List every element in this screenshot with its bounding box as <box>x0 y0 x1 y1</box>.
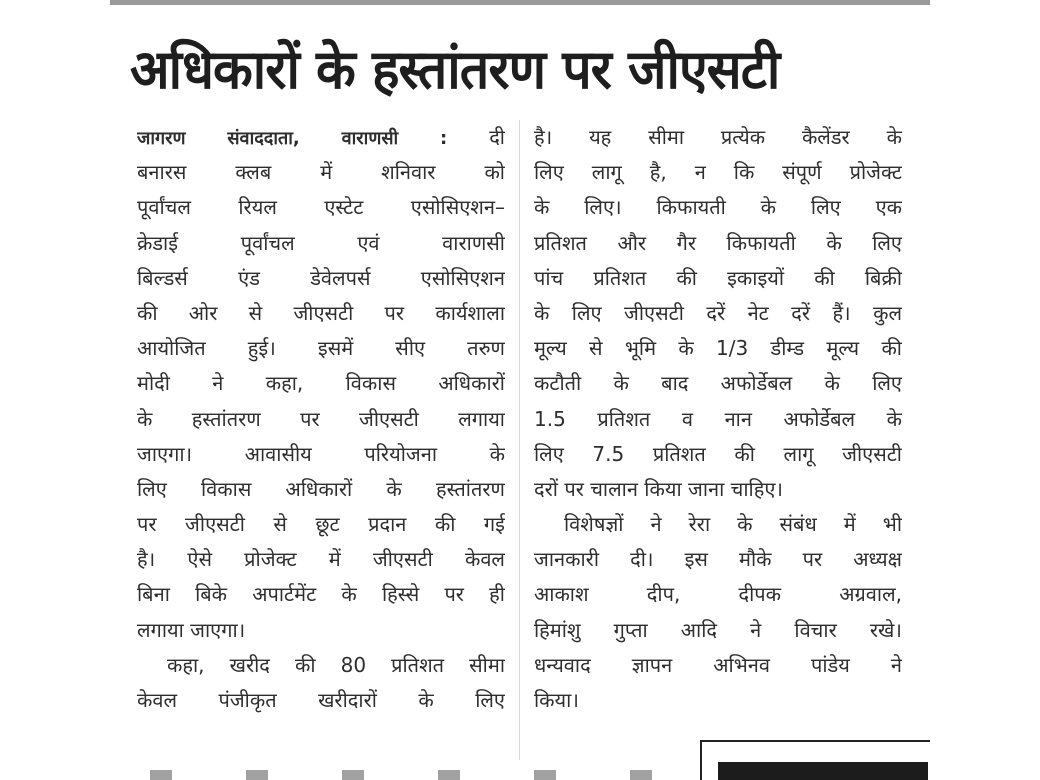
article-text-line: कटौती के बाद अफोर्डेबल के लिए <box>534 371 902 396</box>
article-text-line: पूर्वांचल रियल एस्टेट एसोसिएशन– <box>137 195 505 220</box>
article-text-line: की ओर से जीएसटी पर कार्यशाला <box>137 300 505 325</box>
article-headline: अधिकारों के हस्तांतरण पर जीएसटी <box>130 38 780 101</box>
cropped-next-line <box>150 770 710 780</box>
article-text-line: जानकारी दी। इस मौके पर अध्यक्ष <box>534 547 902 572</box>
article-text-line: है। ऐसे प्रोजेक्ट में जीएसटी केवल <box>137 547 505 572</box>
article-text-line: मूल्य से भूमि के 1/3 डीम्ड मूल्य की <box>534 336 902 361</box>
article-text-line: है। यह सीमा प्रत्येक कैलेंडर के <box>534 125 902 149</box>
article-text-fragment: दी <box>489 125 505 149</box>
article-text-line: आकाश दीप, दीपक अग्रवाल, <box>534 582 902 607</box>
article-column-left <box>137 120 505 718</box>
article-text-line: मोदी ने कहा, विकास अधिकारों <box>137 371 505 396</box>
article-text-line: के लिए। किफायती के लिए एक <box>534 195 902 220</box>
article-text-line: बनारस क्लब में शनिवार को <box>137 160 505 185</box>
article-text-line: कहा, खरीद की 80 प्रतिशत सीमा <box>167 652 505 677</box>
top-border-strip <box>110 0 930 5</box>
article-text-line: विशेषज्ञों ने रेरा के संबंध में भी <box>564 512 902 537</box>
article-text-line: के लिए जीएसटी दरें नेट दरें हैं। कुल <box>534 300 902 325</box>
article-text-line: पांच प्रतिशत की इकाइयों की बिक्री <box>534 265 902 290</box>
article-text-line: बिना बिके अपार्टमेंट के हिस्से पर ही <box>137 582 505 607</box>
adjacent-article-header-bar <box>718 762 928 780</box>
article-text-line: लगाया जाएगा। <box>137 617 246 642</box>
article-text-line: लिए 7.5 प्रतिशत की लागू जीएसटी <box>534 441 902 466</box>
article-text-line: बिल्डर्स एंड डेवेलपर्स एसोसिएशन <box>137 265 505 290</box>
article-text-line: 1.5 प्रतिशत व नान अफोर्डेबल के <box>534 406 902 431</box>
article-text-line: क्रेडाई पूर्वांचल एवं वाराणसी <box>137 230 505 255</box>
article-text-line: धन्यवाद ज्ञापन अभिनव पांडेय ने <box>534 652 902 677</box>
article-text-line: पर जीएसटी से छूट प्रदान की गई <box>137 512 505 537</box>
article-text-line: लिए विकास अधिकारों के हस्तांतरण <box>137 476 505 501</box>
article-text-line: के हस्तांतरण पर जीएसटी लगाया <box>137 406 505 431</box>
article-text-line: लिए लागू है, न कि संपूर्ण प्रोजेक्ट <box>534 160 902 185</box>
article-text-line: आयोजित हुई। इसमें सीए तरुण <box>137 336 505 361</box>
article-text-line: जाएगा। आवासीय परियोजना के <box>137 441 505 466</box>
article-text-line: केवल पंजीकृत खरीदारों के लिए <box>137 688 505 712</box>
article-column-right <box>534 120 902 718</box>
article-dateline: जागरण संवाददाता, वाराणसी : <box>137 128 448 149</box>
article-text-line <box>137 120 505 155</box>
article-text-line: किया। <box>534 688 579 712</box>
article-text-line: दरों पर चालान किया जाना चाहिए। <box>534 476 783 501</box>
column-divider <box>519 120 520 760</box>
article-text-line: हिमांशु गुप्ता आदि ने विचार रखे। <box>534 617 902 642</box>
article-text-line: प्रतिशत और गैर किफायती के लिए <box>534 230 902 255</box>
